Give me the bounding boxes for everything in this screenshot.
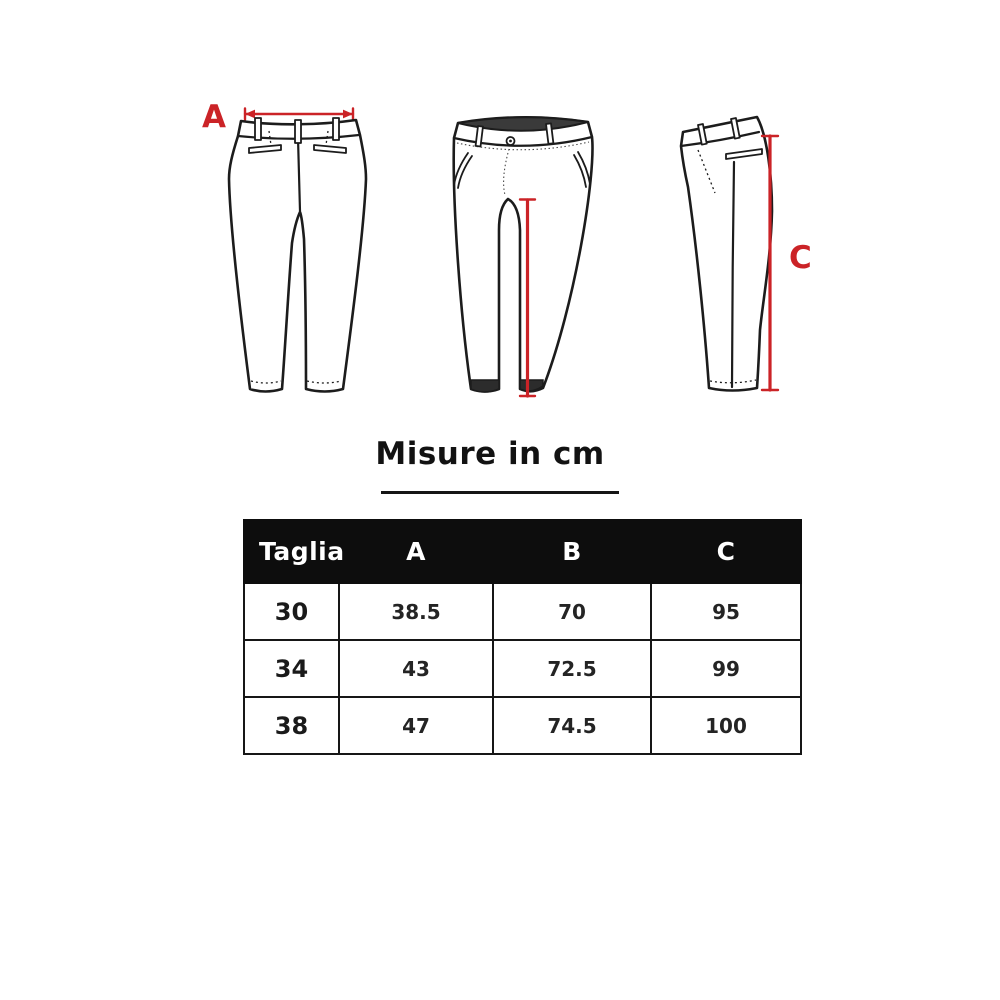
column-header-b: B bbox=[493, 520, 651, 583]
value-cell: 43 bbox=[339, 640, 493, 697]
belt-loop bbox=[295, 120, 301, 143]
value-cell: 72.5 bbox=[493, 640, 651, 697]
table-row bbox=[244, 583, 801, 640]
pants-front-silhouette bbox=[454, 117, 593, 391]
size-cell: 38 bbox=[244, 697, 339, 754]
table-header-row bbox=[244, 520, 801, 583]
page-title: Misure in cm bbox=[375, 436, 605, 472]
column-header-a: A bbox=[339, 520, 493, 583]
value-cell: 95 bbox=[651, 583, 801, 640]
size-cell: 30 bbox=[244, 583, 339, 640]
title-underline bbox=[381, 491, 619, 494]
measure-label-a: A bbox=[202, 99, 227, 135]
pants-back-view-drawing bbox=[225, 105, 370, 405]
size-table bbox=[243, 519, 802, 755]
value-cell: 100 bbox=[651, 697, 801, 754]
value-cell: 38.5 bbox=[339, 583, 493, 640]
pants-back-silhouette bbox=[229, 120, 366, 392]
column-header-taglia: Taglia bbox=[244, 520, 339, 583]
hem-left bbox=[471, 380, 499, 392]
value-cell: 99 bbox=[651, 640, 801, 697]
pants-side-view-drawing bbox=[668, 105, 813, 405]
value-cell: 74.5 bbox=[493, 697, 651, 754]
belt-loop bbox=[333, 118, 339, 140]
table-row bbox=[244, 697, 801, 754]
size-cell: 34 bbox=[244, 640, 339, 697]
measure-label-c: C bbox=[789, 240, 813, 276]
table-row bbox=[244, 640, 801, 697]
belt-loop bbox=[255, 118, 261, 140]
column-header-c: C bbox=[651, 520, 801, 583]
value-cell: 70 bbox=[493, 583, 651, 640]
pants-front-view-drawing bbox=[443, 105, 603, 405]
value-cell: 47 bbox=[339, 697, 493, 754]
